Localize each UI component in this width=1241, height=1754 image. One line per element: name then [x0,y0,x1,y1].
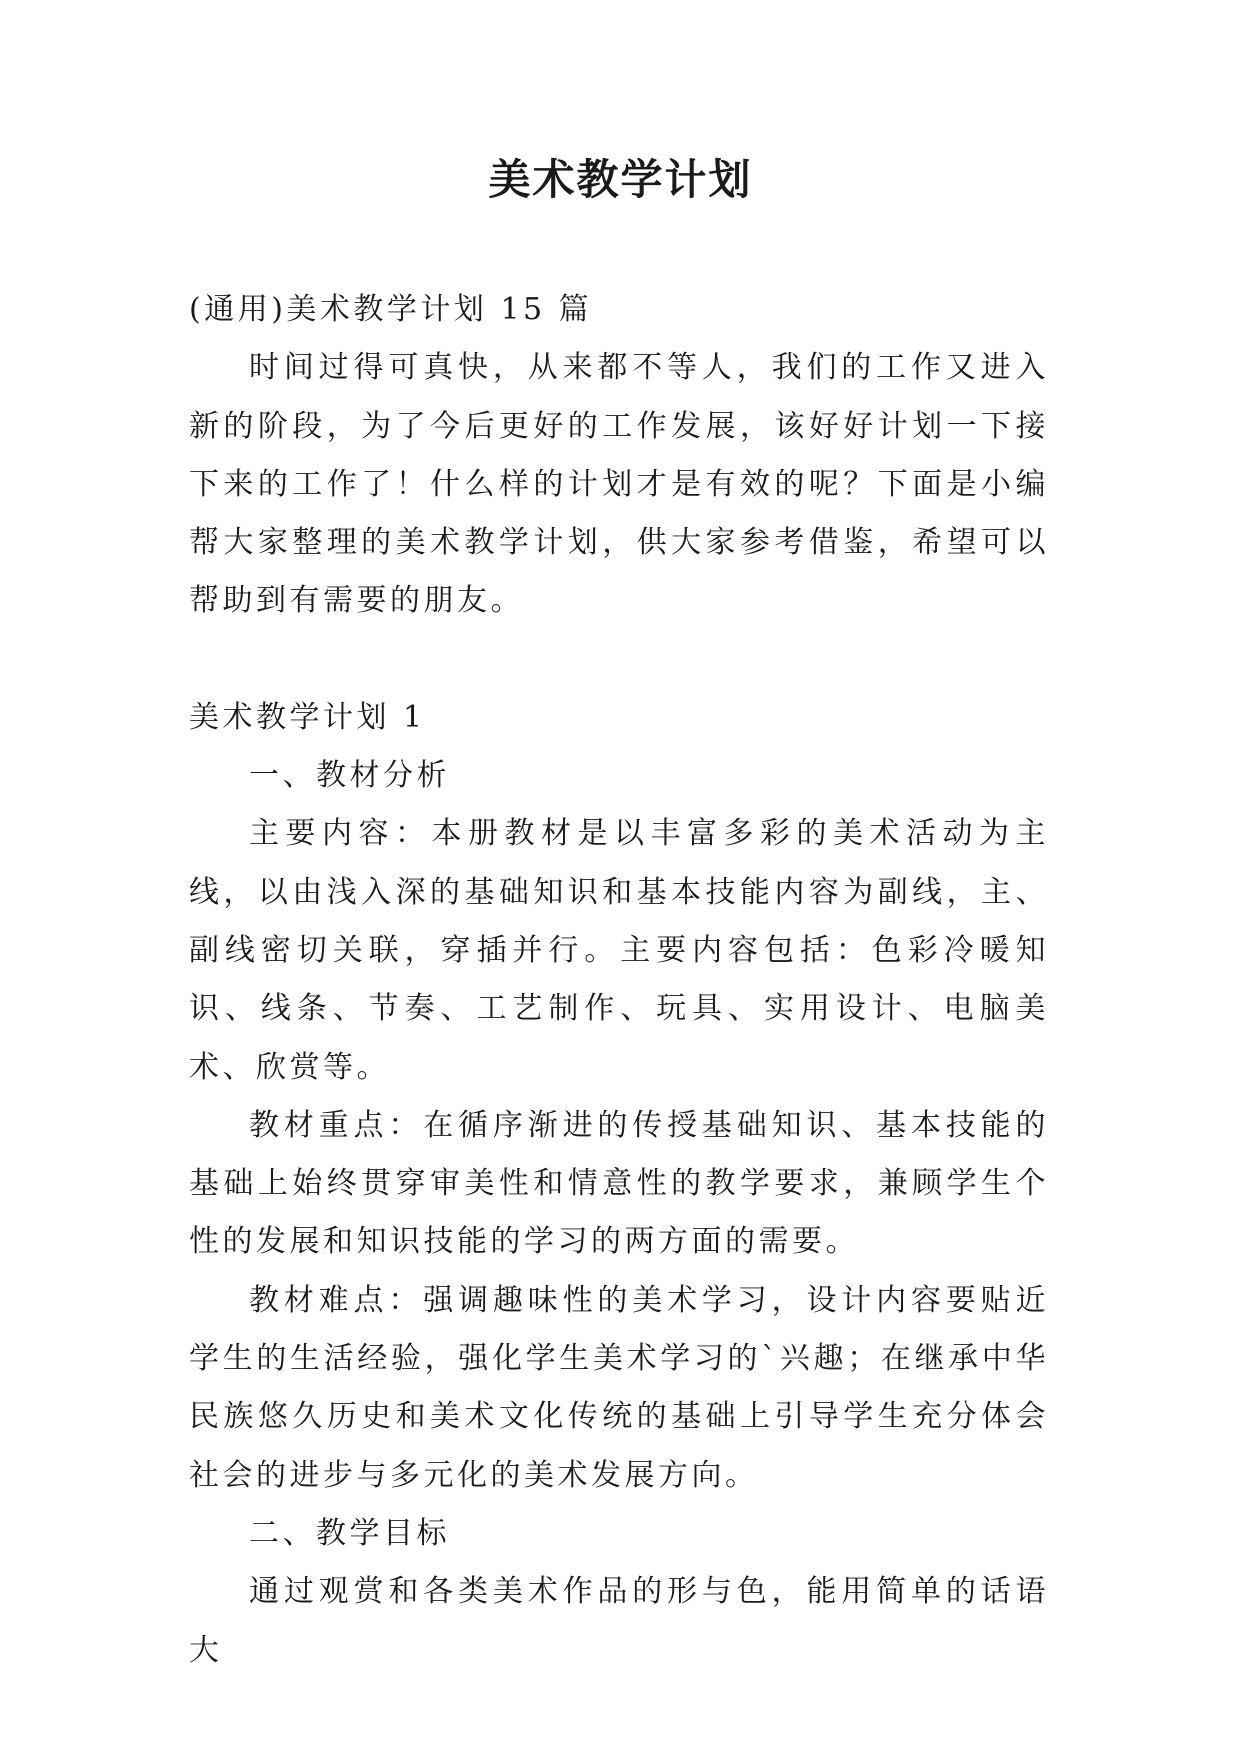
heading-textbook-analysis: 一、教材分析 [249,758,450,794]
heading-teaching-goals: 二、教学目标 [249,1515,450,1551]
document-title: 美术教学计划 [488,155,753,204]
section-title: 美术教学计划 1 [189,699,426,735]
paragraph-goals: 通过观赏和各类美术作品的形与色，能用简单的话语大 [189,1574,1049,1668]
paragraph-key-points: 教材重点：在循序渐进的传授基础知识、基本技能的基础上始终贯穿审美性和情意性的教学要求，兼顾学生个性的发展和知识技能的学习的两方面的需要。 [189,1107,1049,1260]
intro-paragraph: 时间过得可真快，从来都不等人，我们的工作又进入新的阶段，为了今后更好的工作发展，该好好计划一下接下来的工作了！什么样的计划才是有效的呢？下面是小编帮大家整理的美术教学计划，供大家参考借鉴，希望可以帮助到有需要的朋友。 [189,350,1049,619]
paragraph-main-content: 主要内容：本册教材是以丰富多彩的美术活动为主线，以由浅入深的基础知识和基本技能内容为副线，主、副线密切关联，穿插并行。主要内容包括：色彩冷暖知识、线条、节奏、工艺制作、玩具、实用设计、电脑美术、欣赏等。 [189,816,1049,1085]
section-spacer [189,631,1049,689]
paragraph-difficulties: 教材难点：强调趣味性的美术学习，设计内容要贴近学生的生活经验，强化学生美术学习的`兴趣；在继承中华民族悠久历史和美术文化传统的基础上引导学生充分体会社会的进步与多元化的美术发展方向。 [189,1282,1049,1493]
document-body [189,281,1049,1680]
document-subtitle: (通用)美术教学计划 15 篇 [189,292,593,327]
